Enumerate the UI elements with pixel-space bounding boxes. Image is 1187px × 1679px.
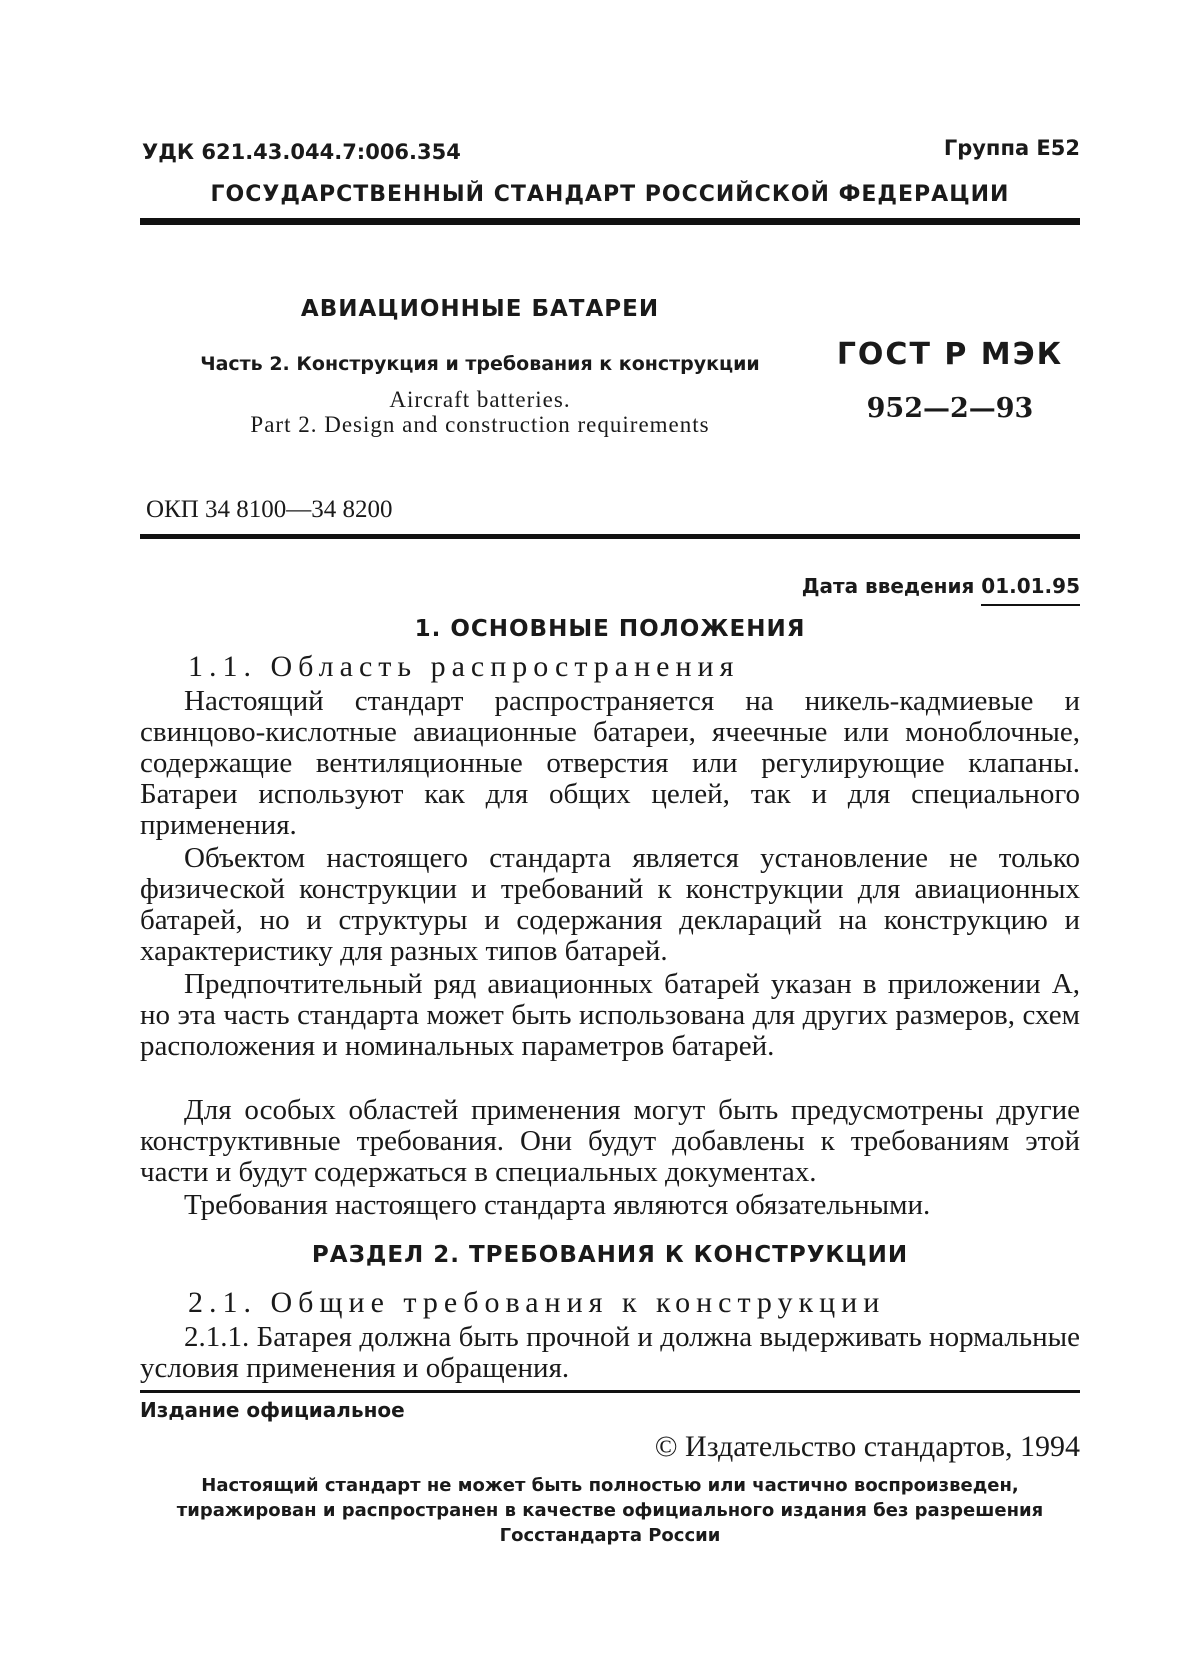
state-standard-title: ГОСУДАРСТВЕННЫЙ СТАНДАРТ РОССИЙСКОЙ ФЕДЕРАЦИИ bbox=[210, 182, 1010, 207]
copyright: © Издательство стандартов, 1994 bbox=[654, 1430, 1080, 1463]
section-1-heading: 1. ОСНОВНЫЕ ПОЛОЖЕНИЯ bbox=[414, 616, 806, 642]
gost-number: 952—2—93 bbox=[866, 393, 1034, 424]
section-1-1-subheading: 1.1. Область распространения bbox=[188, 650, 740, 683]
official-edition: Издание официальное bbox=[140, 1398, 405, 1422]
notice-line-2: тиражирован и распространен в качестве официального издания без разрешения bbox=[176, 1500, 1044, 1521]
paragraph-object: Объектом настоящего стандарта является установление не только физической конструкции и требований к конструкции для авиационных батарей, но и структуры и содержания деклараций на конструкцию и характеристику для разных типов батарей. bbox=[140, 842, 1080, 967]
english-title-line-2: Part 2. Design and construction requirements bbox=[250, 412, 710, 437]
udk-code: УДК 621.43.044.7:006.354 bbox=[142, 140, 461, 164]
header-rule bbox=[140, 218, 1080, 225]
document-subtitle: Часть 2. Конструкция и требования к конструкции bbox=[200, 353, 760, 375]
section-2-heading: РАЗДЕЛ 2. ТРЕБОВАНИЯ К КОНСТРУКЦИИ bbox=[311, 1242, 909, 1268]
notice-line-3: Госстандарта России bbox=[499, 1525, 721, 1546]
paragraph-special-applications: Для особых областей применения могут быть предусмотрены другие конструктивные требования. Они будут добавлены к требованиям этой части и будут содержаться в специальных документах. bbox=[140, 1094, 1080, 1188]
english-title-line-1: Aircraft batteries. bbox=[389, 387, 571, 412]
notice-line-1: Настоящий стандарт не может быть полностью или частично воспроизведен, bbox=[201, 1475, 1019, 1496]
document-title: АВИАЦИОННЫЕ БАТАРЕИ bbox=[300, 296, 660, 322]
okp-code: ОКП 34 8100—34 8200 bbox=[146, 496, 393, 523]
paragraph-preferred-range: Предпочтительный ряд авиационных батарей указан в приложении А, но эта часть стандарта может быть использована для других размеров, схем расположения и номинальных параметров батарей. bbox=[140, 968, 1080, 1062]
intro-date-value: 01.01.95 bbox=[981, 574, 1080, 606]
paragraph-2-1-1: 2.1.1. Батарея должна быть прочной и должна выдерживать нормальные условия применения и обращения. bbox=[140, 1321, 1080, 1384]
footer-rule bbox=[140, 1390, 1080, 1393]
gost-code: ГОСТ Р МЭК bbox=[836, 337, 1064, 372]
okp-rule bbox=[140, 534, 1080, 539]
intro-date bbox=[802, 574, 1080, 598]
paragraph-scope: Настоящий стандарт распространяется на никель-кадмиевые и свинцово-кислотные авиационные батареи, ячеечные или моноблочные, содержащие вентиляционные отверстия или регулирующие клапаны. Батареи используют как для общих целей, так и для специального применения. bbox=[140, 685, 1080, 841]
group-code: Группа Е52 bbox=[943, 136, 1080, 160]
section-2-1-subheading: 2.1. Общие требования к конструкции bbox=[188, 1286, 886, 1319]
intro-date-label: Дата введения bbox=[801, 574, 975, 598]
paragraph-mandatory: Требования настоящего стандарта являются обязательными. bbox=[184, 1189, 931, 1221]
